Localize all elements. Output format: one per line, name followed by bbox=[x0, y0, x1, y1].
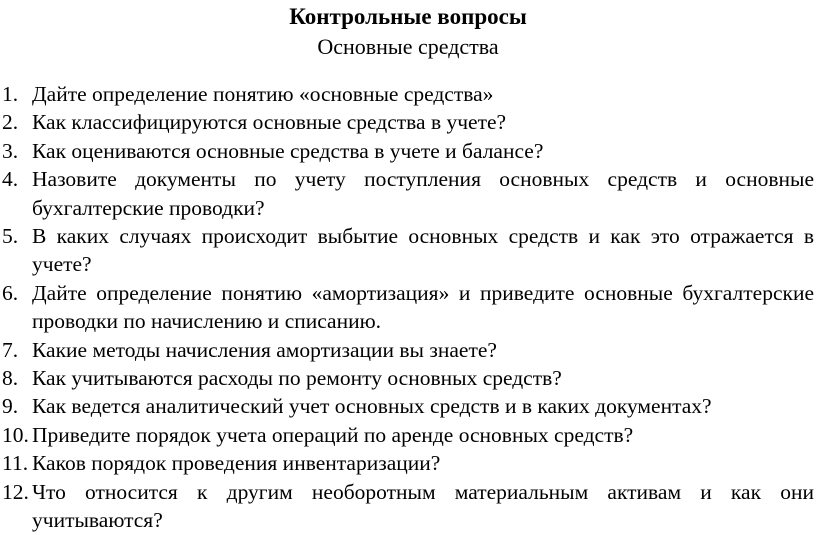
question-text: Дайте определение понятию «основные средства» bbox=[32, 82, 494, 106]
questions-list bbox=[2, 80, 814, 535]
question-text: Приведите порядок учета операций по аренде основных средств? bbox=[32, 422, 634, 447]
question-text: Каков порядок проведения инвентаризации? bbox=[32, 451, 441, 476]
question-item bbox=[2, 279, 814, 336]
question-item bbox=[2, 80, 814, 108]
question-number: 11. bbox=[2, 451, 29, 476]
question-text: Что относится к другим необоротным материальным активам и как они учитываются? bbox=[32, 479, 814, 533]
question-number: 3. bbox=[2, 138, 19, 163]
question-text: Как учитываются расходы по ремонту основных средств? bbox=[32, 366, 562, 391]
question-text: Как ведется аналитический учет основных средств и в каких документах? bbox=[32, 394, 712, 419]
question-text: Какие методы начисления амортизации вы знаете? bbox=[32, 337, 497, 362]
question-number: 5. bbox=[2, 224, 19, 249]
question-number: 4. bbox=[2, 167, 19, 192]
question-item bbox=[2, 392, 814, 420]
question-text: Как оцениваются основные средства в учете и балансе? bbox=[32, 138, 544, 163]
question-item bbox=[2, 336, 814, 364]
question-number: 7. bbox=[2, 337, 19, 362]
question-item bbox=[2, 449, 814, 477]
question-item bbox=[2, 108, 814, 136]
question-number: 9. bbox=[2, 394, 19, 419]
question-item bbox=[2, 222, 814, 279]
question-item bbox=[2, 165, 814, 222]
question-number: 8. bbox=[2, 366, 19, 391]
question-number: 10. bbox=[2, 422, 29, 447]
question-text: Дайте определение понятию «амортизация» и приведите основные бухгалтерские проводки по начислению и списанию. bbox=[32, 280, 814, 334]
question-number: 2. bbox=[2, 110, 19, 135]
question-item bbox=[2, 364, 814, 392]
question-item bbox=[2, 478, 814, 535]
question-text: Как классифицируются основные средства в учете? bbox=[32, 110, 507, 135]
question-item bbox=[2, 421, 814, 449]
document-title: Контрольные вопросы bbox=[289, 4, 527, 29]
question-number: 6. bbox=[2, 280, 19, 305]
document-subtitle: Основные средства bbox=[317, 34, 499, 59]
question-number: 1. bbox=[2, 82, 19, 106]
question-item bbox=[2, 137, 814, 165]
question-number: 12. bbox=[2, 479, 29, 504]
question-text: Назовите документы по учету поступления основных средств и основные бухгалтерские проводки? bbox=[32, 167, 814, 220]
question-text: В каких случаях происходит выбытие основных средств и как это отражается в учете? bbox=[32, 224, 814, 277]
